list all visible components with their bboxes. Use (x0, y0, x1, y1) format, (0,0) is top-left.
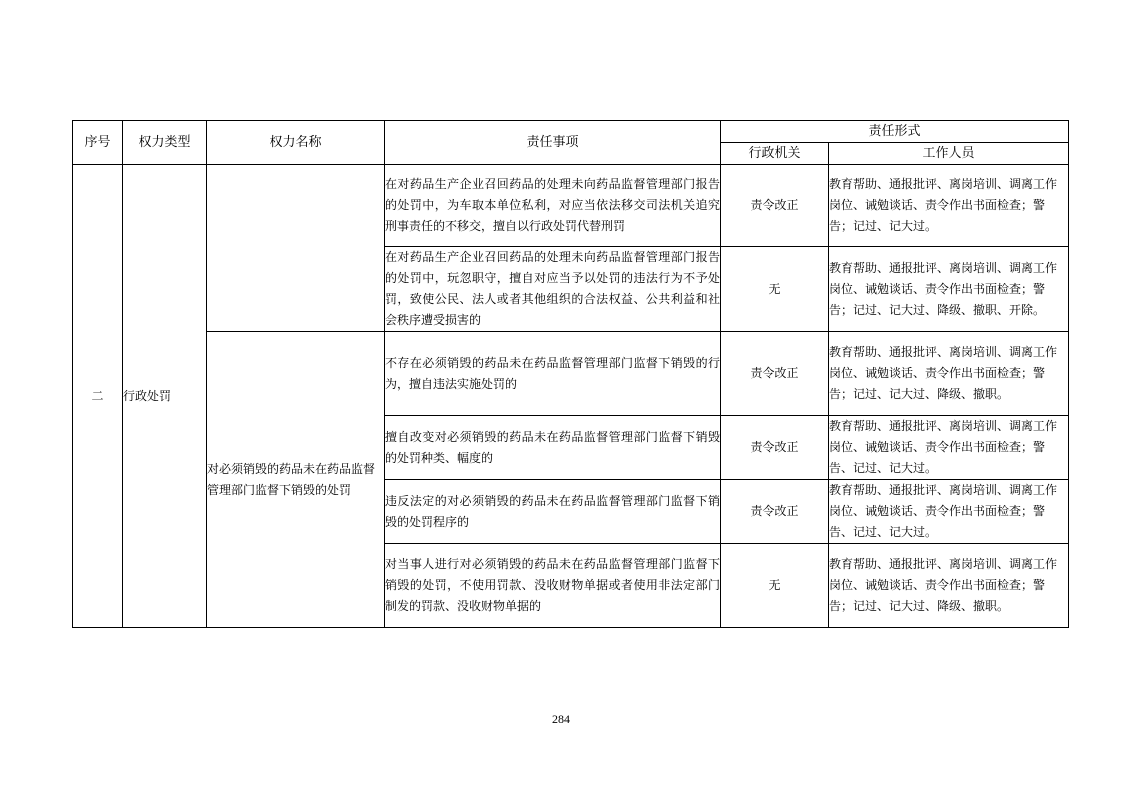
admin-organ-cell: 责令改正 (721, 416, 829, 480)
power-name-cell (207, 165, 385, 332)
header-power-name: 权力名称 (207, 121, 385, 165)
admin-organ-cell: 责令改正 (721, 480, 829, 544)
responsibility-table (72, 120, 1069, 628)
header-admin-organ: 行政机关 (721, 143, 829, 165)
header-power-type: 权力类型 (123, 121, 207, 165)
responsibility-item-cell: 不存在必须销毁的药品未在药品监督管理部门监督下销毁的行为，擅自违法实施处罚的 (385, 332, 721, 416)
header-responsibility-form: 责任形式 (721, 121, 1069, 143)
header-responsibility-item: 责任事项 (385, 121, 721, 165)
admin-organ-cell: 责令改正 (721, 165, 829, 247)
staff-cell: 教育帮助、通报批评、离岗培训、调离工作岗位、诫勉谈话、责令作出书面检查；警告；记过、记大过、降级、撤职。 (829, 332, 1069, 416)
staff-cell: 教育帮助、通报批评、离岗培训、调离工作岗位、诫勉谈话、责令作出书面检查；警告；记过、记大过、降级、撤职、开除。 (829, 247, 1069, 332)
page-number: 284 (552, 712, 570, 726)
table-row (73, 332, 1069, 416)
responsibility-item-cell: 擅自改变对必须销毁的药品未在药品监督管理部门监督下销毁的处罚种类、幅度的 (385, 416, 721, 480)
responsibility-item-cell: 在对药品生产企业召回药品的处理未向药品监督管理部门报告的处罚中，玩忽职守，擅自对应当予以处罚的违法行为不予处罚，致使公民、法人或者其他组织的合法权益、公共利益和社会秩序遭受损害的 (385, 247, 721, 332)
responsibility-item-cell: 对当事人进行对必须销毁的药品未在药品监督管理部门监督下销毁的处罚，不使用罚款、没收财物单据或者使用非法定部门制发的罚款、没收财物单据的 (385, 544, 721, 628)
admin-organ-cell: 责令改正 (721, 332, 829, 416)
admin-organ-cell: 无 (721, 544, 829, 628)
staff-cell: 教育帮助、通报批评、离岗培训、调离工作岗位、诫勉谈话、责令作出书面检查；警告、记过、记大过。 (829, 416, 1069, 480)
responsibility-item-cell: 违反法定的对必须销毁的药品未在药品监督管理部门监督下销毁的处罚程序的 (385, 480, 721, 544)
header-seq: 序号 (73, 121, 123, 165)
staff-cell: 教育帮助、通报批评、离岗培训、调离工作岗位、诫勉谈话、责令作出书面检查；警告；记过、记大过。 (829, 165, 1069, 247)
responsibility-item-cell: 在对药品生产企业召回药品的处理未向药品监督管理部门报告的处罚中，为车取本单位私利，对应当依法移交司法机关追究刑事责任的不移交，擅自以行政处罚代替刑罚 (385, 165, 721, 247)
admin-organ-cell: 无 (721, 247, 829, 332)
table-row (73, 165, 1069, 247)
power-name-cell: 对必须销毁的药品未在药品监督管理部门监督下销毁的处罚 (207, 332, 385, 628)
staff-cell: 教育帮助、通报批评、离岗培训、调离工作岗位、诫勉谈话、责令作出书面检查；警告、记过、记大过。 (829, 480, 1069, 544)
staff-cell: 教育帮助、通报批评、离岗培训、调离工作岗位、诫勉谈话、责令作出书面检查；警告；记过、记大过、降级、撤职。 (829, 544, 1069, 628)
power-type-cell: 行政处罚 (123, 165, 207, 628)
seq-cell: 二 (73, 165, 123, 628)
header-staff: 工作人员 (829, 143, 1069, 165)
